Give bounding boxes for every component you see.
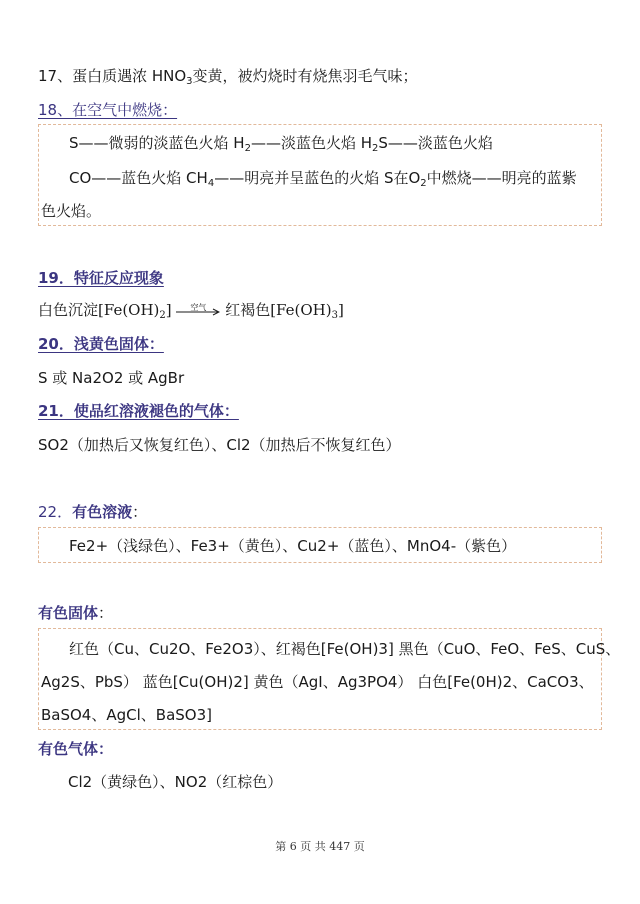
arrow-icon (176, 308, 220, 316)
item-18-line-2: CO——蓝色火焰 $CH_4——$明亮并呈蓝色的火焰 S在$O_2$中燃烧——明亮的蓝紫 (69, 169, 577, 189)
reaction-equation: 白色沉淀$[Fe(OH)_2]$ 空气 红褐色$[Fe(OH)_3]$ (38, 300, 344, 326)
item-18-line-3: 色火焰。 (41, 202, 102, 220)
item-17: 17、蛋白质遇浓 $HNO_3$变黄，被灼烧时有烧焦羽毛气味； (38, 67, 418, 87)
solids-line-3: BaSO4、AgCl、BaSO3] (41, 706, 212, 724)
gases-heading: 有色气体： (38, 740, 114, 758)
arrow-condition: 空气 (190, 303, 207, 312)
item-22-text: Fe2+（浅绿色）、Fe3+（黄色）、Cu2+（蓝色）、MnO4-（紫色） (69, 537, 517, 555)
item-18-heading: 18、在空气中燃烧： (38, 101, 178, 119)
solids-line-2: Ag2S、PbS） 蓝色[Cu(OH)2] 黄色（AgI、Ag3PO4） 白色[Fe(0H)2、CaCO3、 (41, 673, 594, 691)
solids-heading: 有色固体： (38, 604, 114, 622)
item-20-text: S 或 Na2O2 或 AgBr (38, 369, 185, 387)
item-20-heading: 20．浅黄色固体： (38, 335, 164, 353)
item-18-line-1: S——微弱的淡蓝色火焰 $H_2——$淡蓝色火焰 $H_2S——$淡蓝色火焰 (69, 134, 493, 154)
solids-line-1: 红色（Cu、Cu2O、Fe2O3）、红褐色[Fe(OH)3] 黑色（CuO、FeO、FeS、CuS、 (69, 640, 621, 658)
item-18-box (38, 124, 602, 226)
item-21-heading: 21．使品红溶液褪色的气体： (38, 402, 239, 420)
item-21-text: SO2（加热后又恢复红色）、Cl2（加热后不恢复红色） (38, 436, 401, 454)
solids-box (38, 628, 621, 730)
gases-text: Cl2（黄绿色）、NO2（红棕色） (68, 773, 283, 791)
item-22-box (38, 527, 602, 563)
page-footer: 第 6 页 共 447 页 (275, 840, 365, 853)
item-19-heading: 19．特征反应现象 (38, 269, 164, 287)
reaction-arrow (176, 300, 220, 320)
item-22-heading: 22．有色溶液： (38, 503, 148, 521)
